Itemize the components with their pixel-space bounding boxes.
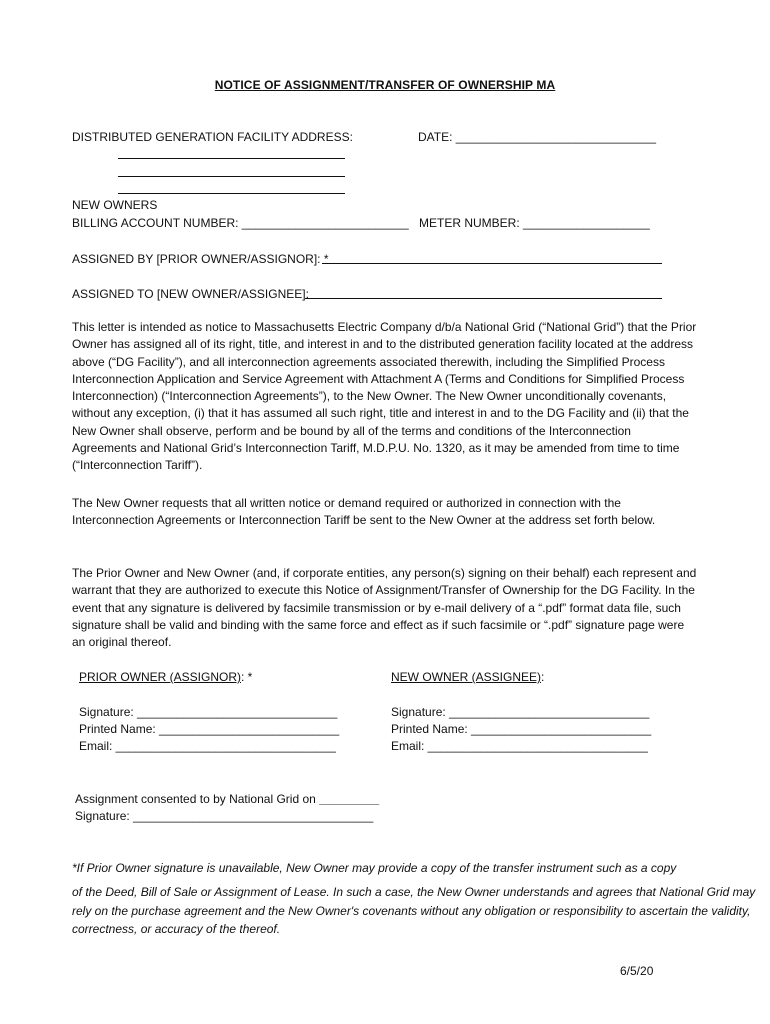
address-line-2[interactable] xyxy=(118,176,345,177)
assigned-to-line[interactable] xyxy=(305,298,662,299)
prior-owner-heading xyxy=(79,669,252,685)
revision-date: 6/5/20 xyxy=(620,964,654,978)
assigned-to-label: ASSIGNED TO [NEW OWNER/ASSIGNEE]: xyxy=(72,287,309,301)
date-field[interactable]: DATE: ______________________________ xyxy=(418,130,656,144)
meter-number-field[interactable]: METER NUMBER: ___________________ xyxy=(419,216,650,230)
billing-account-field[interactable]: BILLING ACCOUNT NUMBER: _________________________ xyxy=(72,216,409,230)
new-owner-heading-text: NEW OWNER (ASSIGNEE) xyxy=(391,670,542,684)
document-title: NOTICE OF ASSIGNMENT/TRANSFER OF OWNERSHIP MA xyxy=(214,78,556,92)
new-owner-printed-name-field[interactable]: Printed Name: ___________________________ xyxy=(391,722,652,736)
footnote-first-line: *If Prior Owner signature is unavailable, New Owner may provide a copy of the transfer instrument such as a copy xyxy=(72,861,677,875)
warranty-paragraph: The Prior Owner and New Owner (and, if corporate entities, any person(s) signing on their behalf) each represent and warrant that they are authorized to execute this Notice of Assignment/Transfer of Ownership for the DG Facility. In the event that any signature is delivered by facsimile transmission or by e-mail delivery of a “.pdf” format data file, such signature shall be valid and binding with the same force and effect as if such facsimile or “.pdf” signature page were an original thereof. xyxy=(72,566,697,650)
facility-address-label: DISTRIBUTED GENERATION FACILITY ADDRESS: xyxy=(72,130,353,144)
consent-label: Assignment consented to by National Grid on xyxy=(75,792,316,806)
new-owner-heading-suffix: : xyxy=(541,670,545,684)
consent-line xyxy=(75,791,379,807)
consent-date-blank[interactable]: _________ xyxy=(319,792,380,806)
prior-owner-printed-name-field[interactable]: Printed Name: ___________________________ xyxy=(79,722,340,736)
new-owner-email-field[interactable]: Email: _________________________________ xyxy=(391,739,648,753)
consent-signature-field[interactable]: Signature: ____________________________________ xyxy=(75,809,374,823)
prior-owner-email-field[interactable]: Email: _________________________________ xyxy=(79,739,336,753)
assigned-by-label: ASSIGNED BY [PRIOR OWNER/ASSIGNOR]: * xyxy=(72,252,329,266)
address-line-1[interactable] xyxy=(118,158,345,159)
address-line-3[interactable] xyxy=(118,193,345,194)
new-owner-signature-field[interactable]: Signature: ______________________________ xyxy=(391,705,650,719)
prior-owner-heading-suffix: : * xyxy=(241,670,253,684)
notice-paragraph: This letter is intended as notice to Massachusetts Electric Company d/b/a National Grid (“National Grid”) that the Prior Owner has assigned all of its right, title, and interest in and to the distributed generation facility located at the address above (“DG Facility”), and all interconnection agreements associated therewith, including the Simplified Process Interconnection Application and Service Agreement with Attachment A (Terms and Conditions for Simplified Process Interconnection) (“Interconnection Agreements”), to the New Owner. The New Owner unconditionally covenants, without any exception, (i) that it has assumed all such right, title and interest in and to the DG Facility and (ii) that the New Owner shall observe, perform and be bound by all of the terms and conditions of the Interconnection Agreements and National Grid’s Interconnection Tariff, M.D.P.U. No. 1320, as it may be amended from time to time (“Interconnection Tariff”). xyxy=(72,320,697,473)
assigned-by-line[interactable] xyxy=(322,263,662,264)
new-owner-heading xyxy=(391,669,544,685)
footnote-text: of the Deed, Bill of Sale or Assignment of Lease. In such a case, the New Owner understands and agrees that National Grid may rely on the purchase agreement and the New Owner's covenants without any obligation or responsibility to ascertain the validity, correctness, or accuracy of the thereof. xyxy=(72,885,756,936)
prior-owner-heading-text: PRIOR OWNER (ASSIGNOR) xyxy=(79,670,242,684)
new-owners-label: NEW OWNERS xyxy=(72,198,158,212)
prior-owner-signature-field[interactable]: Signature: ______________________________ xyxy=(79,705,338,719)
notice-address-paragraph: The New Owner requests that all written notice or demand required or authorized in connection with the Interconnection Agreements or Interconnection Tariff be sent to the New Owner at the address set forth below. xyxy=(72,496,656,528)
